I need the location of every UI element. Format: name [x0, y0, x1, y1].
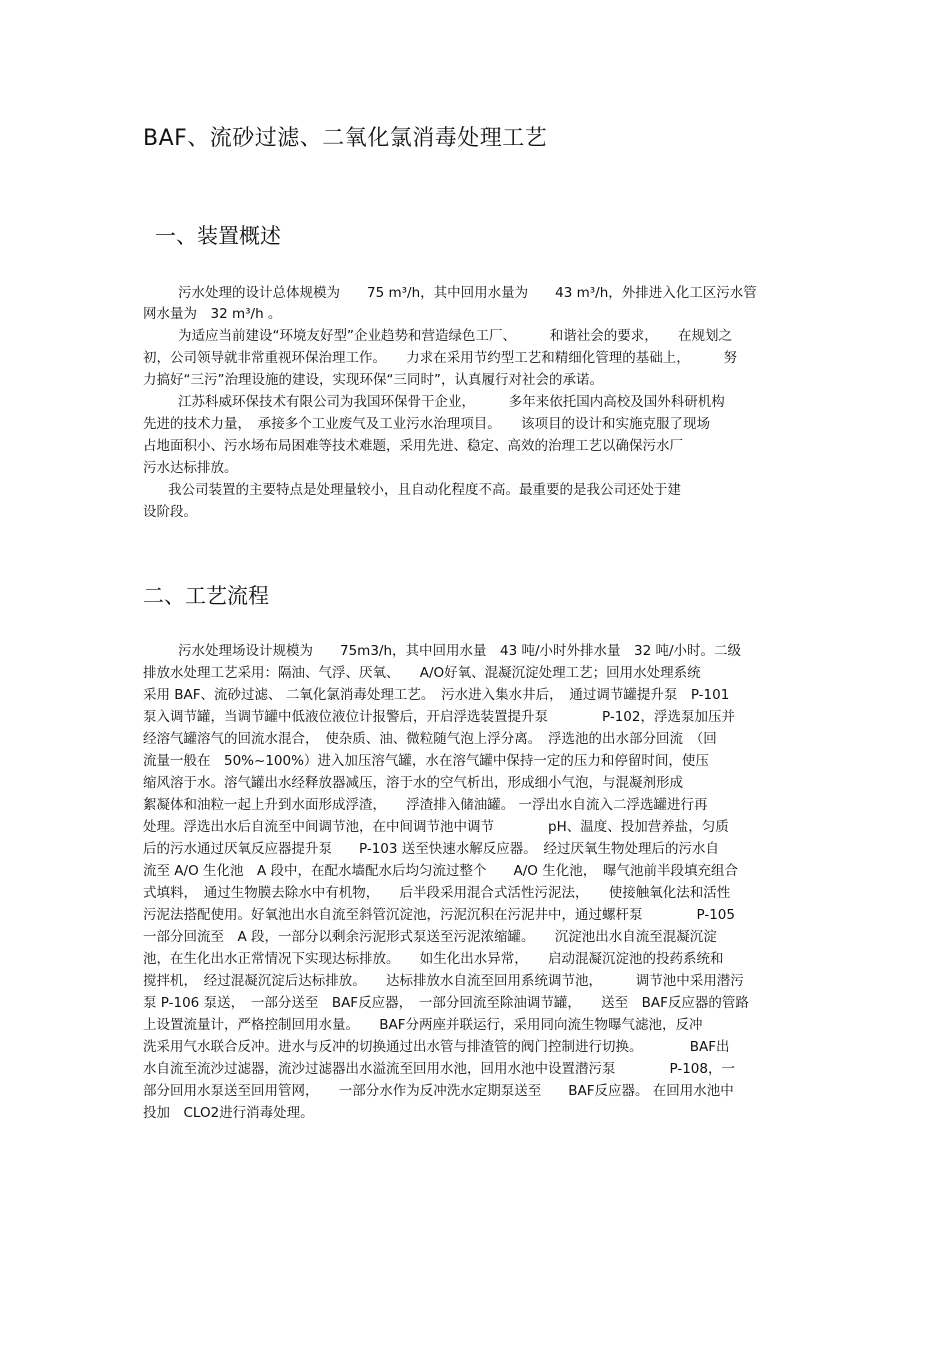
paragraph-line: 占地面积小、污水场布局困难等技术难题，采用先进、稳定、高效的治理工艺以确保污水厂: [143, 438, 683, 454]
paragraph-line: 采用 BAF、流砂过滤、 二氧化氯消毒处理工艺。 污水进入集水井后， 通过调节罐提升泵 P-101: [143, 687, 730, 703]
paragraph-line: 水自流至流沙过滤器，流沙过滤器出水溢流至回用水池，回用水池中设置潜污泵 P-108，一: [143, 1061, 735, 1077]
paragraph-line: 一部分回流至 A 段，一部分以剩余污泥形式泵送至污泥浓缩罐。 沉淀池出水自流至混凝沉淀: [143, 929, 717, 945]
paragraph-line: 絮凝体和油粒一起上升到水面形成浮渣， 浮渣排入储油罐。 一浮出水自流入二浮选罐进行再: [143, 797, 708, 813]
paragraph-line: 流至 A/O 生化池 A 段中，在配水墙配水后均匀流过整个 A/O 生化池， 曝气池前半段填充组合: [143, 863, 738, 879]
document-title: BAF、流砂过滤、二氧化氯消毒处理工艺: [143, 126, 548, 151]
paragraph-line: 江苏科威环保技术有限公司为我国环保骨干企业， 多年来依托国内高校及国外科研机构: [178, 394, 725, 410]
paragraph-line: 池，在生化出水正常情况下实现达标排放。 如生化出水异常， 启动混凝沉淀池的投药系统和: [143, 951, 724, 967]
paragraph-line: 搅拌机， 经过混凝沉淀后达标排放。 达标排放水自流至回用系统调节池， 调节池中采用潜污: [143, 973, 744, 989]
paragraph-line: 力搞好“三污”治理设施的建设，实现环保“三同时”，认真履行对社会的承诺。: [143, 372, 603, 388]
paragraph-line: 经溶气罐溶气的回流水混合， 使杂质、油、微粒随气泡上浮分离。 浮选池的出水部分回流 （回: [143, 731, 717, 747]
paragraph-line: 污水达标排放。: [143, 460, 238, 476]
paragraph-line: 缩风溶于水。溶气罐出水经释放器减压，溶于水的空气析出，形成细小气泡，与混凝剂形成: [143, 775, 683, 791]
paragraph-line: 后的污水通过厌氧反应器提升泵 P-103 送至快速水解反应器。 经过厌氧生物处理后的污水自: [143, 841, 720, 857]
paragraph-line: 投加 CLO2进行消毒处理。: [143, 1105, 314, 1121]
paragraph-line: 污水处理场设计规模为 75m3/h，其中回用水量 43 吨/小时外排水量 32 吨/小时。二级: [178, 643, 742, 659]
section-heading-overview: 一、装置概述: [155, 224, 281, 248]
paragraph-line: 污水处理的设计总体规模为 75 m³/h，其中回用水量为 43 m³/h，外排进入化工区污水管: [178, 285, 757, 301]
paragraph-line: 洗采用气水联合反冲。进水与反冲的切换通过出水管与排渣管的阀门控制进行切换。 BAF出: [143, 1039, 730, 1055]
paragraph-line: 流量一般在 50%~100%）进入加压溶气罐，水在溶气罐中保持一定的压力和停留时间，使压: [143, 753, 709, 769]
paragraph-line: 式填料， 通过生物膜去除水中有机物， 后半段采用混合式活性污泥法， 使接触氧化法和活性: [143, 885, 731, 901]
paragraph-line: 泵入调节罐，当调节罐中低液位液位计报警后，开启浮选装置提升泵 P-102，浮选泵加压并: [143, 709, 735, 725]
paragraph-line: 网水量为 32 m³/h 。: [143, 306, 282, 322]
paragraph-line: 污泥法搭配使用。好氧池出水自流至斜管沉淀池，污泥沉积在污泥井中，通过螺杆泵 P-105: [143, 907, 735, 923]
paragraph-line: 部分回用水泵送至回用管网， 一部分水作为反冲洗水定期泵送至 BAF反应器。 在回用水池中: [143, 1083, 734, 1099]
paragraph-line: 泵 P-106 泵送， 一部分送至 BAF反应器， 一部分回流至除油调节罐， 送至 BAF反应器的管路: [143, 995, 749, 1011]
paragraph-line: 设阶段。: [143, 504, 197, 520]
paragraph-line: 先进的技术力量， 承接多个工业废气及工业污水治理项目。 该项目的设计和实施克服了现场: [143, 416, 710, 432]
paragraph-line: 为适应当前建设“环境友好型”企业趋势和营造绿色工厂、 和谐社会的要求， 在规划之: [178, 328, 732, 344]
section-heading-process: 二、工艺流程: [143, 584, 269, 608]
paragraph-line: 我公司装置的主要特点是处理量较小，且自动化程度不高。最重要的是我公司还处于建: [168, 482, 681, 498]
paragraph-line: 处理。浮选出水后自流至中间调节池，在中间调节池中调节 pH、温度、投加营养盐，匀质: [143, 819, 729, 835]
paragraph-line: 初，公司领导就非常重视环保治理工作。 力求在采用节约型工艺和精细化管理的基础上， 努: [143, 350, 737, 366]
paragraph-line: 上设置流量计，严格控制回用水量。 BAF分两座并联运行，采用同向流生物曝气滤池，反冲: [143, 1017, 703, 1033]
paragraph-line: 排放水处理工艺采用：隔油、气浮、厌氧、 A/O好氧、混凝沉淀处理工艺；回用水处理系统: [143, 665, 701, 681]
